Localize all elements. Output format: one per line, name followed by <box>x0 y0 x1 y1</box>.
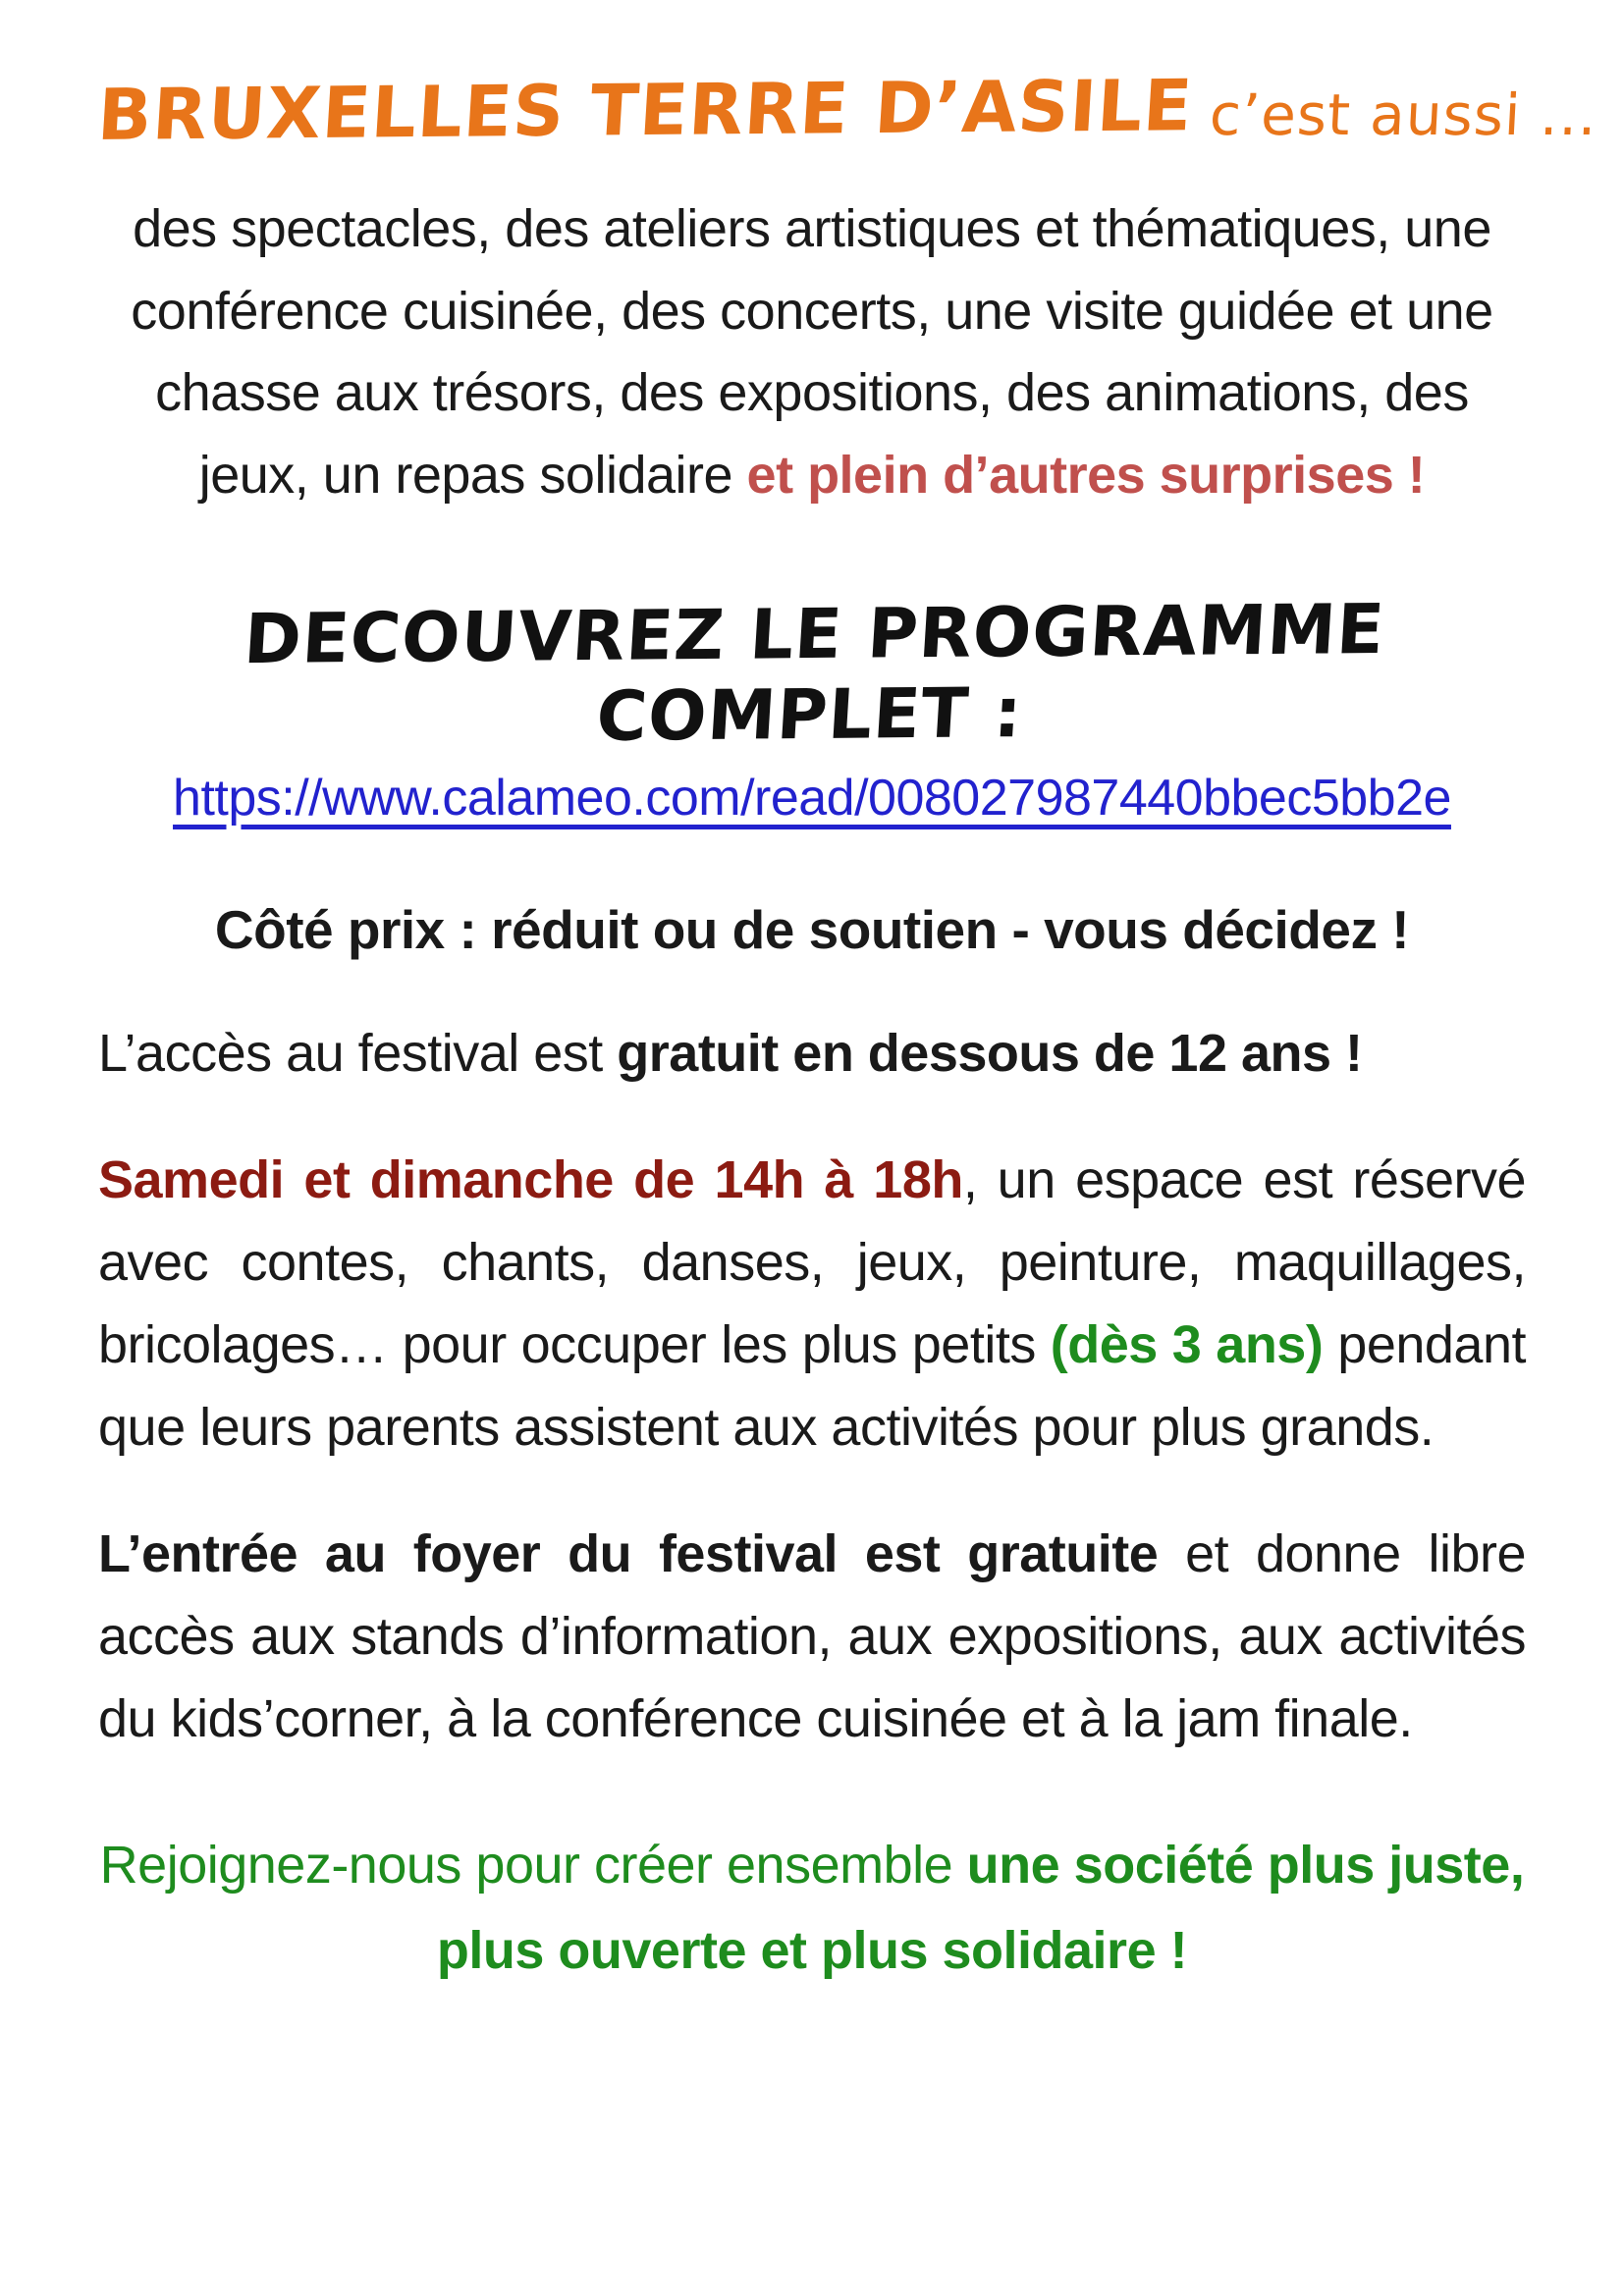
access-line <box>98 1013 1526 1095</box>
closing-paragraph <box>98 1823 1526 1993</box>
program-link[interactable]: https://www.calameo.com/read/008027987440bbec5bb2e <box>173 769 1451 827</box>
kids-text-2: pendant que leurs parents assistent aux activités pour plus grands. <box>98 1314 1526 1457</box>
closing-normal: Rejoignez-nous pour créer ensemble <box>99 1836 967 1896</box>
entry-bold: L’entrée au foyer du festival est gratuite <box>98 1524 1159 1584</box>
kids-schedule: Samedi et dimanche de 14h à 18h <box>98 1150 963 1210</box>
program-heading-line <box>98 588 1526 757</box>
intro-text: des spectacles, des ateliers artistiques et thématiques, une conférence cuisinée, des concerts, une visite guidée et une chasse aux trésors, des expositions, des animations, des jeux, un repas solidaire <box>131 199 1493 506</box>
program-heading: DECOUVREZ LE PROGRAMME COMPLET : <box>242 588 1387 757</box>
kids-text-1: , un espace est réservé avec contes, chants, danses, jeux, peinture, maquillages, bricolages… pour occuper les plus petits <box>98 1150 1526 1374</box>
intro-highlight: et plein d’autres surprises ! <box>746 446 1426 506</box>
page-title-main: BRUXELLES TERRE D’ASILE <box>95 64 1196 156</box>
kids-paragraph <box>98 1140 1526 1468</box>
access-bold: gratuit en dessous de 12 ans ! <box>617 1023 1363 1083</box>
program-link-line <box>98 769 1526 828</box>
entry-paragraph <box>98 1514 1526 1760</box>
entry-text: et donne libre accès aux stands d’information, aux expositions, aux activités du kids’corner, à la conférence cuisinée et à la jam finale. <box>98 1524 1526 1748</box>
price-heading: Côté prix : réduit ou de soutien - vous décidez ! <box>214 898 1410 960</box>
page-title <box>95 64 1600 156</box>
closing-bold: une société plus juste, plus ouverte et plus solidaire ! <box>436 1836 1525 1980</box>
intro-paragraph <box>127 188 1497 517</box>
kids-age: (dès 3 ans) <box>1050 1314 1324 1374</box>
page-title-suffix: c’est aussi ... <box>1208 81 1600 148</box>
access-normal: L’accès au festival est <box>98 1023 618 1083</box>
